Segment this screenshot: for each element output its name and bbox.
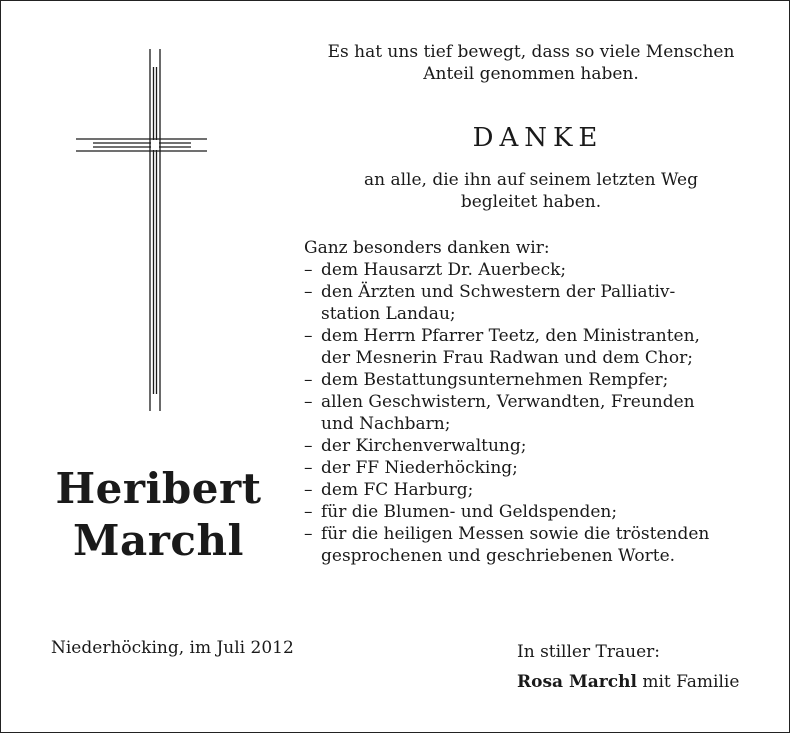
list-dash: – [304, 370, 313, 390]
list-item [301, 523, 761, 567]
list-item [301, 391, 761, 435]
list-item-line: und Nachbarn; [321, 414, 451, 434]
mourning-suffix: mit Familie [636, 672, 740, 692]
danke-sub-line-2: begleitet haben. [460, 192, 602, 212]
danke-heading: DANKE [472, 123, 604, 153]
list-item-line: dem Hausarzt Dr. Auerbeck; [321, 260, 567, 280]
list-item-line: station Landau; [321, 304, 456, 324]
list-item-line: der FF Niederhöcking; [321, 458, 518, 478]
message-column [301, 41, 761, 567]
list-dash: – [304, 524, 313, 544]
list-item [301, 369, 761, 391]
list-item [301, 281, 761, 325]
list-item [301, 325, 761, 369]
name-last: Marchl [73, 516, 244, 565]
list-dash: – [304, 282, 313, 302]
name-first: Heribert [55, 464, 262, 513]
mourning-label: In stiller Trauer: [517, 642, 660, 662]
intro-text [301, 41, 761, 85]
list-dash: – [304, 458, 313, 478]
danke-sub-line-1: an alle, die ihn auf seinem letzten Weg [364, 170, 698, 190]
list-item-line: der Mesnerin Frau Radwan und dem Chor; [321, 348, 693, 368]
mourning-signers [517, 667, 739, 697]
list-dash: – [304, 326, 313, 346]
cross-icon [71, 49, 211, 414]
list-item-line: dem Bestattungsunternehmen Rempfer; [321, 370, 669, 390]
list-item [301, 457, 761, 479]
intro-line-2: Anteil genommen haben. [423, 64, 639, 84]
list-item-line: gesprochenen und geschriebenen Worte. [321, 546, 676, 566]
thanks-list [301, 259, 761, 567]
list-dash: – [304, 436, 313, 456]
list-item-line: allen Geschwistern, Verwandten, Freunden [321, 392, 695, 412]
list-item-line: dem Herrn Pfarrer Teetz, den Ministranten, [321, 326, 700, 346]
list-item-line: für die heiligen Messen sowie die tröstenden [321, 524, 710, 544]
deceased-name [31, 463, 286, 567]
list-dash: – [304, 480, 313, 500]
list-item [301, 435, 761, 457]
thanks-heading: Ganz besonders danken wir: [304, 238, 550, 258]
list-item-line: der Kirchenverwaltung; [321, 436, 527, 456]
mourning-signature [517, 637, 739, 697]
mourning-name: Rosa Marchl [517, 672, 637, 692]
list-dash: – [304, 502, 313, 522]
intro-line-1: Es hat uns tief bewegt, dass so viele Menschen [327, 42, 735, 62]
list-dash: – [304, 260, 313, 280]
list-item [301, 259, 761, 281]
list-item-line: den Ärzten und Schwestern der Palliativ- [321, 282, 676, 302]
danke-subtext [301, 169, 761, 213]
list-item-line: dem FC Harburg; [321, 480, 474, 500]
place-date: Niederhöcking, im Juli 2012 [51, 638, 294, 658]
list-item-line: für die Blumen- und Geldspenden; [321, 502, 618, 522]
list-item [301, 479, 761, 501]
list-item [301, 501, 761, 523]
list-dash: – [304, 392, 313, 412]
